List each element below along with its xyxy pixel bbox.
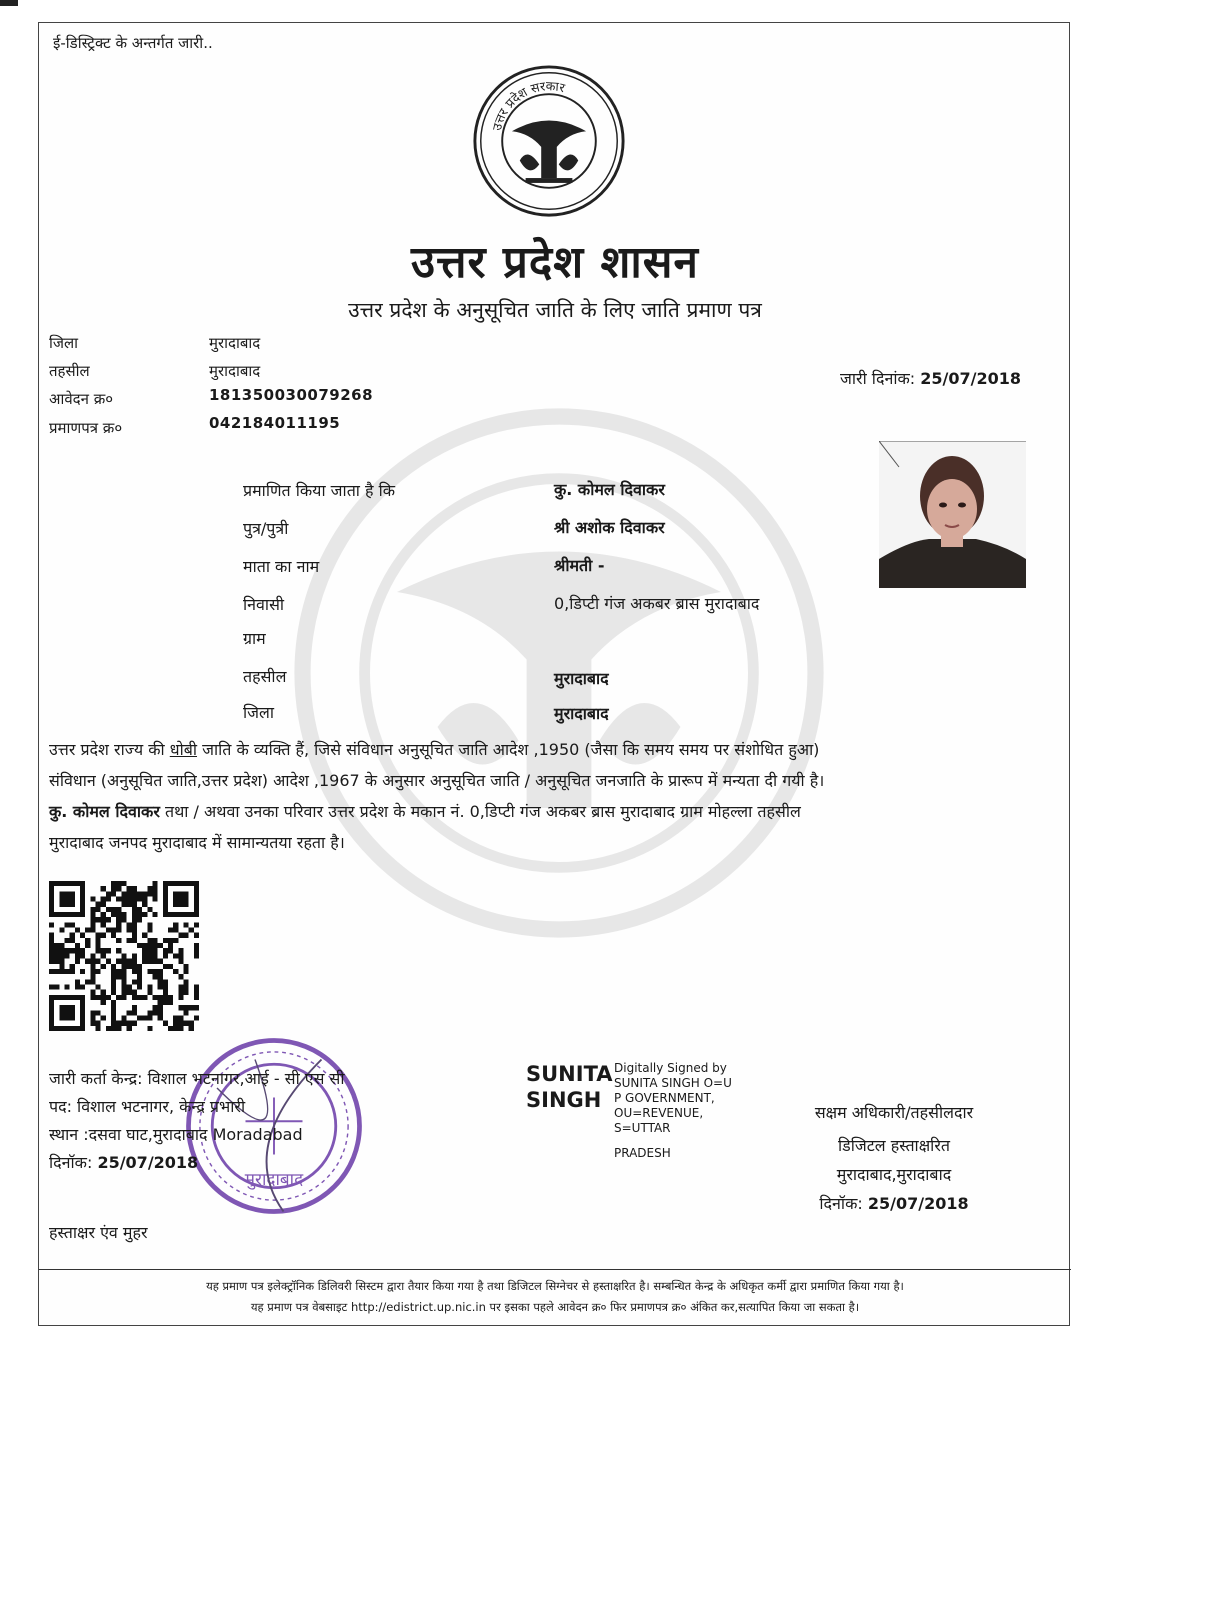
certificate-page (38, 22, 1070, 1326)
person-district-label: जिला (243, 703, 275, 722)
certificate-statement (49, 734, 1059, 858)
statement-line-1: उत्तर प्रदेश राज्य की धोबी जाति के व्यक्ति हैं, जिसे संविधान अनुसूचित जाति आदेश ,1950 (जैसा कि समय समय पर संशोधित हुआ) (49, 740, 820, 759)
up-government-emblem (471, 63, 627, 219)
statement-line-3: कु. कोमल दिवाकर तथा / अथवा उनका परिवार उत्तर प्रदेश के मकान नं. 0,डिप्टी गंज अकबर ब्रास मुरादाबाद ग्राम मोहल्ला तहसील (49, 802, 801, 821)
sign-and-seal-label: हस्ताक्षर एंव मुहर (49, 1223, 148, 1242)
mother-name: श्रीमती - (554, 556, 605, 575)
officer-block (769, 1098, 1019, 1218)
issuer-post: पद: विशाल भटनागर, केन्द्र प्रभारी (49, 1097, 246, 1116)
certificate-title: उत्तर प्रदेश के अनुसूचित जाति के लिए जाति प्रमाण पत्र (348, 298, 762, 322)
officer-designation: सक्षम अधिकारी/तहसीलदार (814, 1103, 974, 1122)
emblem-text: उत्तर प्रदेश सरकार (489, 78, 567, 132)
tehsil-value: मुरादाबाद (209, 362, 261, 380)
footer-line-1: यह प्रमाण पत्र इलेक्ट्रॉनिक डिलिवरी सिस्टम द्वारा तैयार किया गया है तथा डिजिटल सिग्नेचर से हस्ताक्षरित है। सम्बन्धित केन्द्र के अधिकृत कर्मी द्वारा प्रमाणित किया गया है। (206, 1279, 904, 1293)
resident-label: निवासी (243, 595, 285, 614)
applicant-name: कु. कोमल दिवाकर (554, 480, 665, 499)
statement-applicant-name: कु. कोमल दिवाकर (49, 802, 160, 821)
person-tehsil-value: मुरादाबाद (554, 669, 609, 688)
statement-line-2: संविधान (अनुसूचित जाति,उत्तर प्रदेश) आदेश ,1967 के अनुसार अनुसूचित जाति / अनुसूचित जनजाति के प्रारूप में मन्यता दी गयी है। (49, 771, 825, 790)
mother-label: माता का नाम (243, 557, 320, 576)
issue-date (840, 367, 1021, 389)
applicant-photo (879, 441, 1026, 588)
district-value: मुरादाबाद (209, 334, 261, 352)
tehsil-label: तहसील (49, 362, 90, 380)
digital-signature-details: Digitally Signed by SUNITA SINGH O=U P GOVERNMENT, OU=REVENUE, S=UTTAR PRADESH (614, 1061, 732, 1160)
issuer-center: जारी कर्ता केन्द्र: विशाल भटनागर,आई - सी एस सी (49, 1069, 345, 1088)
footer-divider (39, 1269, 1071, 1270)
officer-digital-signed: डिजिटल हस्ताक्षरित (838, 1136, 950, 1155)
issued-under-note: ई-डिस्ट्रिक्ट के अन्तर्गत जारी.. (53, 34, 213, 52)
issuer-place: स्थान :दसवा घाट,मुरादाबाद Moradabad (49, 1125, 303, 1144)
parent-label: पुत्र/पुत्री (243, 519, 289, 538)
application-number: 181350030079268 (209, 386, 374, 404)
officer-date: दिनॉक: 25/07/2018 (819, 1194, 969, 1213)
person-district-value: मुरादाबाद (554, 704, 609, 723)
issue-date-label: जारी दिनांक: (840, 369, 916, 388)
resident-address: 0,डिप्टी गंज अकबर ब्रास मुरादाबाद (554, 594, 760, 613)
digital-signer-name: SUNITA SINGH (526, 1062, 613, 1112)
certificate-number-label: प्रमाणपत्र क्र० (49, 419, 123, 437)
issue-date-value: 25/07/2018 (920, 369, 1021, 388)
village-label: ग्राम (243, 629, 266, 648)
statement-line-4: मुरादाबाद जनपद मुरादाबाद में सामान्यतया रहता है। (49, 833, 345, 852)
verification-qr-code (49, 881, 199, 1031)
issuer-date: दिनॉक: 25/07/2018 (49, 1153, 199, 1172)
certificate-number: 042184011195 (209, 414, 341, 432)
scan-edge-mark (0, 0, 18, 6)
parent-name: श्री अशोक दिवाकर (554, 518, 665, 537)
person-tehsil-label: तहसील (243, 667, 287, 686)
application-label: आवेदन क्र० (49, 390, 114, 408)
footer-line-2: यह प्रमाण पत्र वेबसाइट http://edistrict.up.nic.in पर इसका पहले आवेदन क्र० फिर प्रमाणपत्र क्र० अंकित कर,सत्यापित किया जा सकता है। (250, 1300, 860, 1314)
government-heading: उत्तर प्रदेश शासन (411, 237, 699, 288)
caste-name: धोबी (169, 740, 198, 759)
officer-place: मुरादाबाद,मुरादाबाद (836, 1165, 952, 1184)
issuer-block (49, 1065, 345, 1177)
stamp-text: मुरादाबाद (244, 1169, 304, 1190)
district-label: जिला (49, 334, 79, 352)
certified-label: प्रमाणित किया जाता है कि (243, 481, 396, 500)
